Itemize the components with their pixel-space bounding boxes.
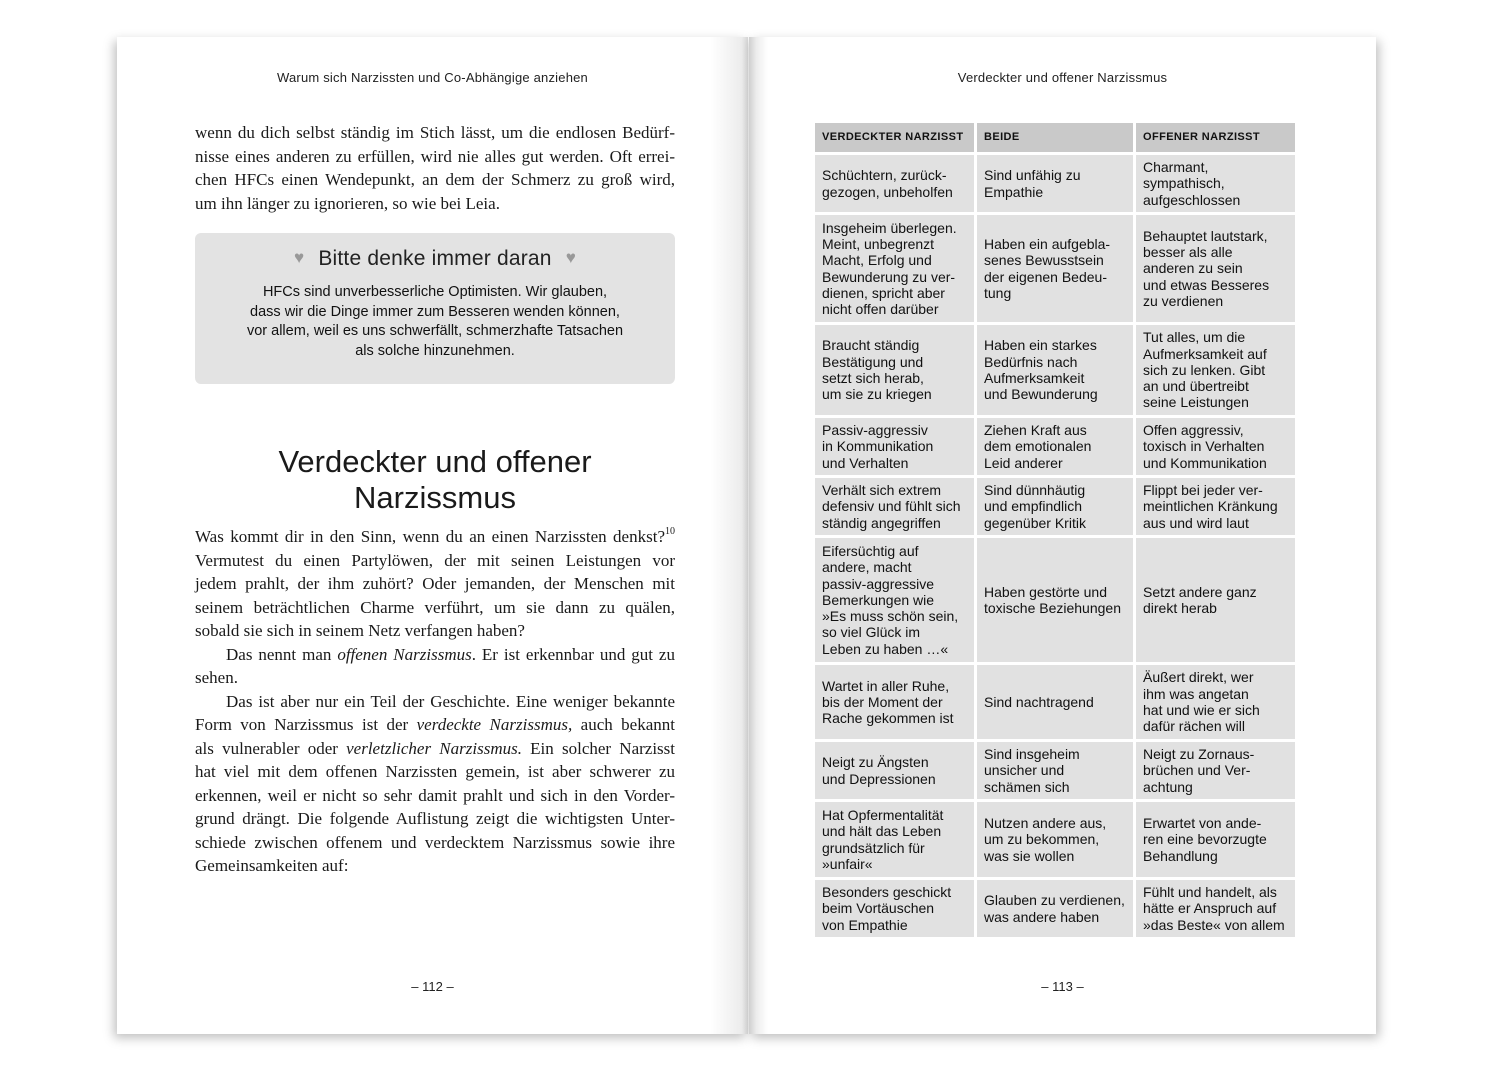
callout-title: Bitte denke immer daran xyxy=(318,247,552,270)
table-cell: Besonders geschickt beim Vortäuschen von Empathie xyxy=(815,880,974,937)
table-row xyxy=(815,538,1295,662)
text-segment: Das ist aber nur ein Teil der Geschichte. Eine weniger bekannte xyxy=(226,691,675,711)
page-number: – 113 – xyxy=(1041,979,1084,994)
text-segment: Vermutest du einen Partylöwen, der mit seinen Leistungen vor xyxy=(195,550,675,570)
table-cell: Haben ein aufgebla- senes Bewusstsein der eigenen Bedeu- tung xyxy=(977,215,1133,322)
text-segment: sehen. xyxy=(195,668,238,687)
table-cell: Hat Opfermentalität und hält das Leben grundsätzlich für »unfair« xyxy=(815,802,974,877)
text-line xyxy=(195,121,675,145)
text-line xyxy=(195,784,675,808)
text-line xyxy=(195,643,675,667)
body-text xyxy=(195,525,675,878)
table-cell: Wartet in aller Ruhe, bis der Moment der Rache gekommen ist xyxy=(815,665,974,739)
text-line xyxy=(195,807,675,831)
text-segment: nisse eines anderen zu erfüllen, wird nie alles gut werden. Oft errei- xyxy=(195,146,675,166)
text-segment: Das nennt man xyxy=(226,644,338,664)
table-cell: Sind nachtragend xyxy=(977,665,1133,739)
table-cell: Haben gestörte und toxische Beziehungen xyxy=(977,538,1133,662)
table-row xyxy=(815,418,1295,475)
text-line xyxy=(195,525,675,549)
column-header: OFFENER NARZISST xyxy=(1136,123,1295,152)
table-cell: Passiv-aggressiv in Kommunikation und Verhalten xyxy=(815,418,974,475)
section-title: Verdeckter und offener Narzissmus xyxy=(278,444,592,515)
table-cell: Tut alles, um die Aufmerksamkeit auf sich zu lenken. Gibt an und übertreibt seine Leistungen xyxy=(1136,325,1295,415)
table-cell: Behauptet lautstark, besser als alle anderen zu sein und etwas Besseres zu verdienen xyxy=(1136,215,1295,322)
text-line xyxy=(195,596,675,620)
table-cell: Offen aggressiv, toxisch in Verhalten und Kommunikation xyxy=(1136,418,1295,475)
text-line xyxy=(195,666,675,690)
table-cell: Neigt zu Ängsten und Depressionen xyxy=(815,742,974,799)
text-segment: erkennen, weil er nicht so sehr damit prahlt und sich in den Vorder- xyxy=(195,785,675,805)
callout-text: HFCs sind unverbesserliche Optimisten. Wir glauben, dass wir die Dinge immer zum Besseren wenden können, vor allem, weil es uns schwerfällt, schmerzhafte Tatsachen als solche hinzunehmen. xyxy=(246,284,624,359)
table-cell: Insgeheim überlegen. Meint, unbegrenzt Macht, Erfolg und Bewunderung zu ver- dienen, spricht aber nicht offen darüber xyxy=(815,215,974,322)
column-header: VERDECKTER NARZISST xyxy=(815,123,974,152)
text-segment: schiede zwischen offenem und verdecktem Narzissmus sowie ihre xyxy=(195,832,675,852)
text-segment: jedem prahlt, der ihm zuhört? Oder jemanden, der Menschen mit xyxy=(195,574,675,593)
text-segment: seinem beträchtlichen Charme verführt, um sie dann zu quälen, xyxy=(195,597,675,617)
intro-paragraph xyxy=(195,121,675,215)
text-segment: wenn du dich selbst ständig im Stich lässt, um die endlosen Bedürf- xyxy=(195,123,675,142)
text-segment: hat viel mit dem offenen Narzissten gemein, ist aber schwerer zu xyxy=(195,762,675,781)
table-cell: Äußert direkt, wer ihm was angetan hat und wie er sich dafür rächen will xyxy=(1136,665,1295,739)
table-cell: Braucht ständig Bestätigung und setzt sich herab, um sie zu kriegen xyxy=(815,325,974,415)
italic-text: offenen Narzissmus xyxy=(337,644,472,664)
table-row xyxy=(815,478,1295,535)
running-head: Warum sich Narzissten und Co-Abhängige anziehen xyxy=(277,70,588,85)
footnote-marker: 10 xyxy=(665,526,675,537)
running-head: Verdeckter und offener Narzissmus xyxy=(957,70,1168,85)
text-line xyxy=(195,737,675,761)
text-line xyxy=(195,168,675,192)
text-segment: sobald sie sich in seinem Netz verfangen haben? xyxy=(195,621,525,640)
table-cell: Nutzen andere aus, um zu bekommen, was sie wollen xyxy=(977,802,1133,877)
table-cell: Ziehen Kraft aus dem emotionalen Leid anderer xyxy=(977,418,1133,475)
table-row xyxy=(815,802,1295,877)
table-cell: Flippt bei jeder ver- meintlichen Kränkung aus und wird laut xyxy=(1136,478,1295,535)
text-line xyxy=(195,690,675,714)
callout-title-row xyxy=(195,247,675,271)
text-line xyxy=(195,192,675,216)
table-cell: Sind unfähig zu Empathie xyxy=(977,155,1133,212)
table-cell: Eifersüchtig auf andere, macht passiv-aggressive Bemerkungen wie »Es muss schön sein, so viel Glück im Leben zu haben …« xyxy=(815,538,974,662)
text-line xyxy=(195,854,675,878)
text-segment: auch bekannt xyxy=(572,715,675,734)
comparison-table xyxy=(812,120,1298,940)
table-cell: Neigt zu Zornaus- brüchen und Ver- achtung xyxy=(1136,742,1295,799)
text-line xyxy=(195,831,675,855)
table-cell: Schüchtern, zurück- gezogen, unbeholfen xyxy=(815,155,974,212)
right-page xyxy=(749,37,1376,1034)
table-cell: Charmant, sympathisch, aufgeschlossen xyxy=(1136,155,1295,212)
text-segment: . Er ist erkennbar und gut zu xyxy=(471,644,675,664)
table-cell: Verhält sich extrem defensiv und fühlt sich ständig angegriffen xyxy=(815,478,974,535)
heart-icon: ♥ xyxy=(294,248,305,267)
text-segment: Gemeinsamkeiten auf: xyxy=(195,856,349,875)
text-line xyxy=(195,713,675,737)
callout-box xyxy=(195,233,675,384)
text-segment: Ein solcher Narzisst xyxy=(521,738,675,758)
text-segment: grund drängt. Die folgende Auflistung zeigt die wichtigsten Unter- xyxy=(195,809,675,828)
table-cell: Haben ein starkes Bedürfnis nach Aufmerksamkeit und Bewunderung xyxy=(977,325,1133,415)
text-line xyxy=(195,760,675,784)
text-line xyxy=(195,145,675,169)
table-cell: Sind dünnhäutig und empfindlich gegenüber Kritik xyxy=(977,478,1133,535)
table-cell: Fühlt und handelt, als hätte er Anspruch auf »das Beste« von allem xyxy=(1136,880,1295,937)
text-segment: chen HFCs einen Wendepunkt, an dem der Schmerz zu groß wird, xyxy=(195,170,675,189)
page-number: – 112 – xyxy=(411,979,454,994)
table-row xyxy=(815,155,1295,212)
heart-icon: ♥ xyxy=(565,248,576,267)
italic-text: verdeckte Narzissmus, xyxy=(416,715,573,734)
italic-text: verletzlicher Narzissmus. xyxy=(346,738,522,758)
table-row xyxy=(815,742,1295,799)
table-row xyxy=(815,665,1295,739)
table-cell: Sind insgeheim unsicher und schämen sich xyxy=(977,742,1133,799)
table-cell: Erwartet von ande- ren eine bevorzugte Behandlung xyxy=(1136,802,1295,877)
left-page xyxy=(117,37,748,1034)
text-line xyxy=(195,572,675,596)
table-row xyxy=(815,880,1295,937)
text-segment: um ihn länger zu ignorieren, so wie bei Leia. xyxy=(195,193,500,213)
table-row xyxy=(815,215,1295,322)
table-row xyxy=(815,325,1295,415)
table-cell: Glauben zu verdienen, was andere haben xyxy=(977,880,1133,937)
text-segment: Was kommt dir in den Sinn, wenn du an einen Narzissten denkst? xyxy=(195,527,665,546)
table-header-row xyxy=(815,123,1295,152)
table-cell: Setzt andere ganz direkt herab xyxy=(1136,538,1295,662)
text-segment: Form von Narzissmus ist der xyxy=(195,715,417,734)
text-line xyxy=(195,549,675,573)
column-header: BEIDE xyxy=(977,123,1133,152)
text-line xyxy=(195,619,675,643)
text-segment: als vulnerabler oder xyxy=(195,738,347,758)
